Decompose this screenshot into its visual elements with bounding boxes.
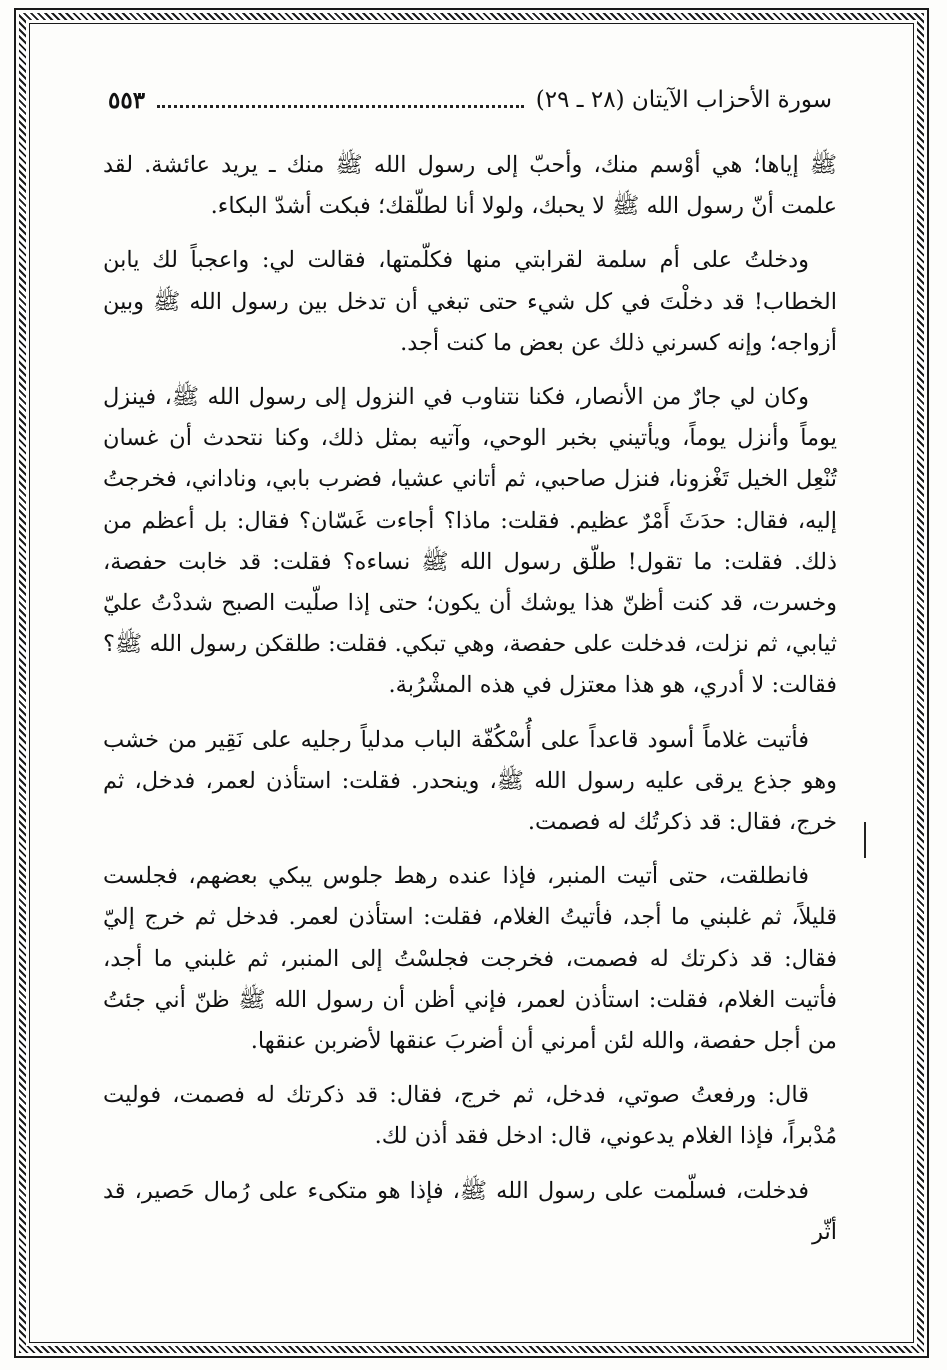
margin-line-mark: [864, 822, 866, 858]
header-leader-dots: [157, 105, 524, 108]
header-title: سورة الأحزاب الآيتان (٢٨ ـ ٢٩): [535, 87, 832, 113]
page-number: ٥٥٣: [108, 86, 146, 114]
paragraph-3: وكان لي جارٌ من الأنصار، فكنا نتناوب في النزول إلى رسول الله ﷺ، فينزل يوماً وأنزل يوماً، ويأتيني بخبر الوحي، وآتيه بمثل ذلك، وكنا نتحدث أن غسان تُنْعِل الخيل تَغْزونا، فنزل صاحبي، ثم أتاني عشيا، فضرب بابي، وناداني، فخرجتُ إليه، فقال: حدَثَ أَمْرٌ عظيم. فقلت: ماذا؟ أجاءت غَسّان؟ فقال: بل أعظم من ذلك. فقلت: ما تقول! طلّق رسول الله ﷺ نساءه؟ فقلت: قد خابت حفصة، وخسرت، قد كنت أظنّ هذا يوشك أن يكون؛ حتى إذا صلّيت الصبح شددْتُ عليّ ثيابي، ثم نزلت، فدخلت على حفصة، وهي تبكي. فقلت: طلقكن رسول الله ﷺ؟ فقالت: لا أدري، هو هذا معتزل في هذه المشْرُبة.: [103, 384, 837, 699]
paragraph-2: ودخلتُ على أم سلمة لقرابتي منها فكلّمتها، فقالت لي: واعجباً لك يابن الخطاب! قد دخلْتَ في كل شيء حتى تبغي أن تدخل بين رسول الله ﷺ وبين أزواجه؛ وإنه كسرني ذلك عن بعض ما كنت أجد.: [103, 247, 837, 356]
running-header: [108, 82, 832, 118]
paragraph-7: فدخلت، فسلّمت على رسول الله ﷺ، فإذا هو متكىء على رُمال حَصير، قد أثّر: [103, 1177, 837, 1245]
paragraph-5: فانطلقت، حتى أتيت المنبر، فإذا عنده رهط جلوس يبكي بعضهم، فجلست قليلاً، ثم غلبني ما أجد، فأتيتُ الغلام، فقلت: استأذن لعمر. فدخل ثم خرج إليّ فقال: قد ذكرتك له فصمت، فخرجت فجلسْتُ إلى المنبر، ثم غلبني ما أجد، فأتيت الغلام، فقلت: استأذن لعمر، فإني أظن أن رسول الله ﷺ ظنّ أني جئتُ من أجل حفصة، والله لئن أمرني أن أضربَ عنقها لأضربن عنقها.: [103, 863, 837, 1055]
paragraph-1: ﷺ إياها؛ هي أوْسم منك، وأحبّ إلى رسول الله ﷺ منك ـ يريد عائشة. لقد علمت أنّ رسول الله ﷺ لا يحبك، ولولا أنا لطلّقك؛ فبكت أشدّ البكاء.: [103, 152, 837, 220]
paragraph-6: قال: ورفعتُ صوتي، فدخل، ثم خرج، فقال: قد ذكرتك له فصمت، فوليت مُدْبراً، فإذا الغلام يدعوني، قال: ادخل فقد أذن لك.: [103, 1082, 837, 1150]
body-text: [103, 145, 837, 1266]
paragraph-4: فأتيت غلاماً أسود قاعداً على أُسْكُفّة الباب مدلياً رجليه على نَقِير من خشب وهو جذع يرقى عليه رسول الله ﷺ، وينحدر. فقلت: استأذن لعمر، فدخل، ثم خرج، فقال: قد ذكرتُك له فصمت.: [103, 726, 837, 836]
